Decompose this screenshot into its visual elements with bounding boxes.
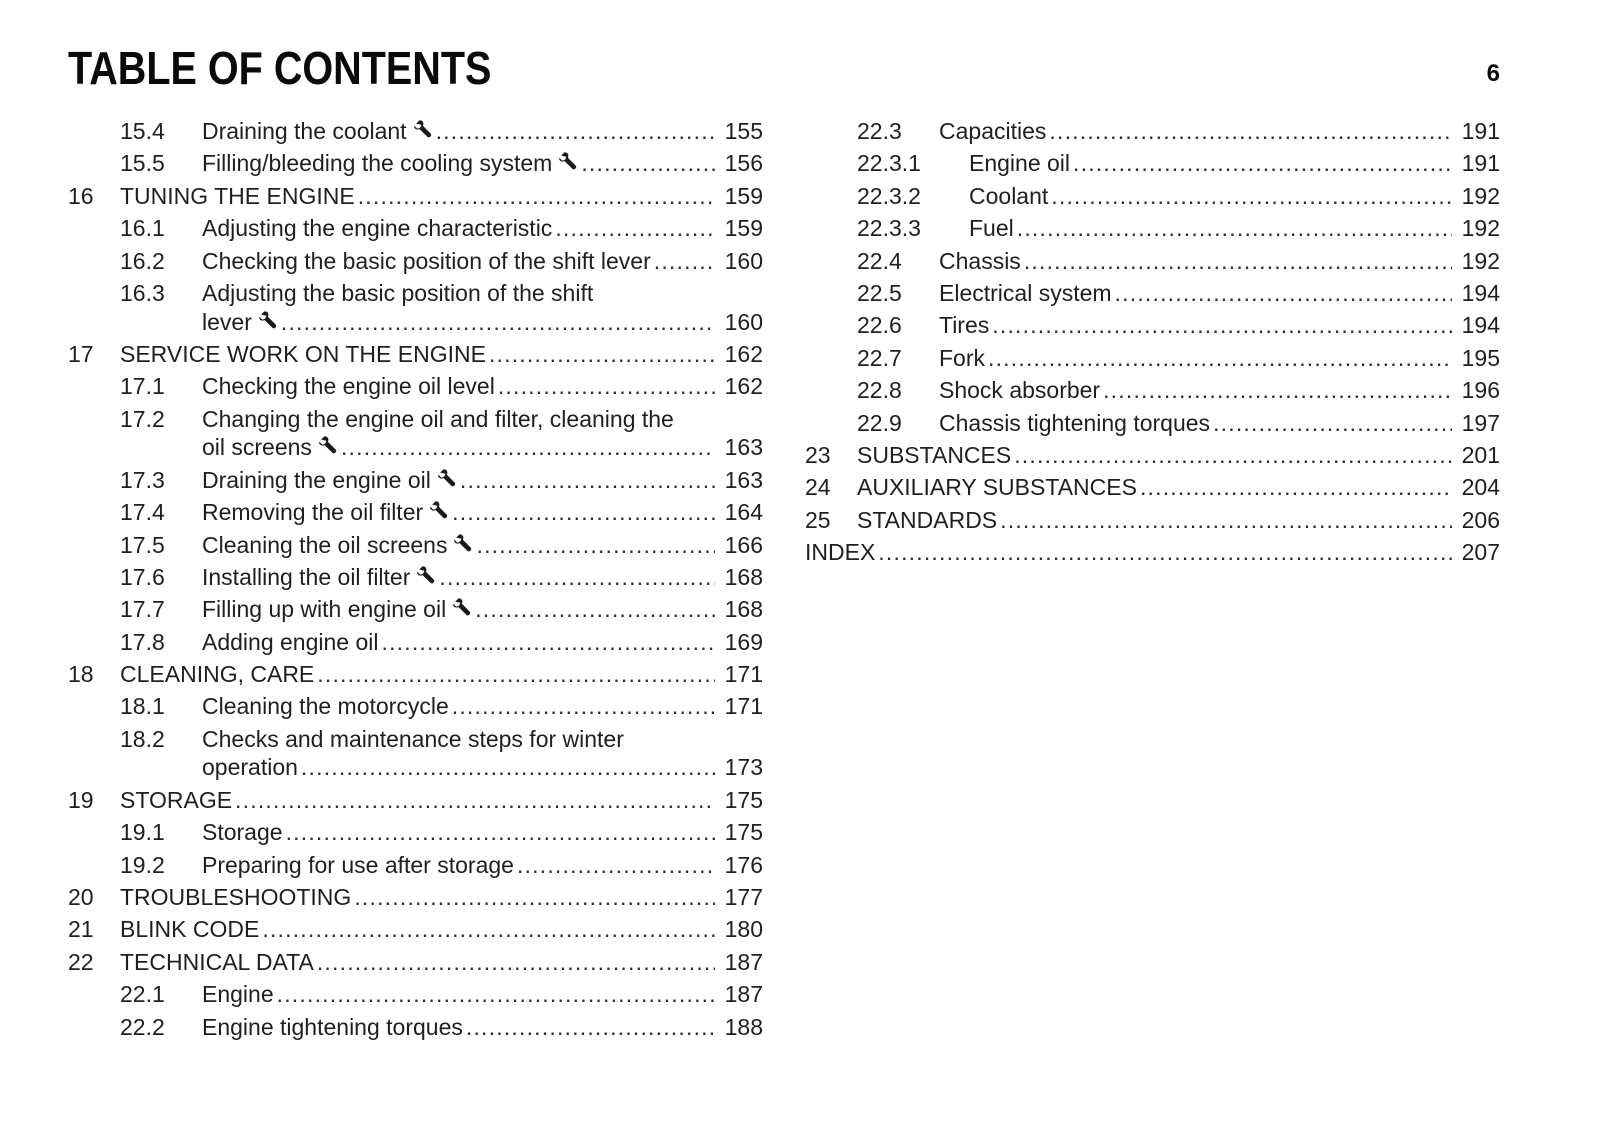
- toc-entry-title[interactable]: SERVICE WORK ON THE ENGINE: [120, 340, 486, 367]
- toc-entry-number: 16.2: [120, 247, 165, 274]
- toc-entry-title[interactable]: Adjusting the basic position of the shift: [202, 279, 594, 306]
- toc-left-column: [68, 115, 763, 1043]
- toc-entry-line: [202, 978, 763, 1010]
- toc-entry-page[interactable]: 188: [724, 1013, 763, 1040]
- toc-entry-title[interactable]: Engine tightening torques: [202, 1013, 463, 1040]
- toc-entry[interactable]: [805, 439, 1500, 471]
- toc-entry-title-block: [939, 342, 1500, 374]
- wrench-icon: [429, 500, 449, 520]
- toc-entry-title[interactable]: Cleaning the motorcycle: [202, 693, 449, 720]
- toc-entry-number: 16.3: [120, 279, 165, 306]
- toc-entry[interactable]: [68, 370, 763, 402]
- toc-entry-title-block: [202, 690, 763, 722]
- toc-entry[interactable]: [68, 403, 763, 464]
- toc-entry-number: 18: [68, 661, 94, 688]
- toc-entry-number: 18.1: [120, 693, 165, 720]
- toc-entry-title[interactable]: Filling up with engine oil: [202, 596, 447, 623]
- dot-leader: [277, 978, 715, 1010]
- toc-entry-title[interactable]: Checking the engine oil level: [202, 373, 495, 400]
- toc-entry-title-block: [939, 407, 1500, 439]
- toc-entry-title-block: [120, 658, 763, 690]
- toc-entry-title[interactable]: Engine: [202, 981, 274, 1008]
- toc-entry[interactable]: [805, 342, 1500, 374]
- toc-entry-line: [120, 881, 763, 913]
- dot-leader: [1103, 374, 1452, 406]
- toc-entry-title[interactable]: Storage: [202, 819, 283, 846]
- dot-leader: [489, 338, 715, 370]
- toc-entry-title[interactable]: Changing the engine oil and filter, cleaning the: [202, 405, 674, 432]
- toc-entry-page[interactable]: 163: [724, 466, 763, 493]
- toc-entry[interactable]: [68, 245, 763, 277]
- toc-entry-title-block: [202, 403, 763, 464]
- dot-leader: [988, 342, 1452, 374]
- toc-entry[interactable]: [68, 690, 763, 722]
- dot-leader: [878, 536, 1452, 568]
- toc-entry-number: 17.7: [120, 596, 165, 623]
- toc-entry-number: 22.8: [857, 377, 902, 404]
- toc-entry-title[interactable]: Engine oil: [969, 150, 1071, 177]
- dot-leader: [235, 784, 715, 816]
- toc-entry-page[interactable]: 192: [1461, 182, 1500, 209]
- toc-entry-page[interactable]: 191: [1461, 150, 1500, 177]
- toc-entry-title-block: [202, 978, 763, 1010]
- toc-entry-title-block: [939, 277, 1500, 309]
- toc-entry-title-block: [202, 1011, 763, 1043]
- toc-entry[interactable]: [68, 946, 763, 978]
- page-title: TABLE OF CONTENTS: [68, 42, 492, 94]
- dot-leader: [466, 1011, 715, 1043]
- toc-entry-number: 17.8: [120, 628, 165, 655]
- toc-entry-page[interactable]: 155: [724, 118, 763, 144]
- toc-entry[interactable]: [68, 978, 763, 1010]
- toc-entry-line: [202, 306, 763, 338]
- toc-entry-number: 22.3.1: [857, 150, 921, 177]
- toc-entry-title[interactable]: STORAGE: [120, 786, 233, 813]
- toc-entry[interactable]: [68, 464, 763, 496]
- toc-entry[interactable]: [68, 180, 763, 212]
- toc-entry-page[interactable]: 162: [724, 373, 763, 400]
- toc-entry-title[interactable]: Chassis: [939, 247, 1021, 274]
- toc-entry-title[interactable]: SUBSTANCES: [857, 441, 1012, 468]
- toc-entry-title-block: [120, 338, 763, 370]
- dot-leader: [992, 309, 1452, 341]
- toc-entry[interactable]: [68, 115, 763, 147]
- toc-entry-page[interactable]: 168: [724, 563, 763, 590]
- toc-entry-line: [202, 147, 763, 179]
- toc-entry-number: 22.3: [857, 118, 902, 144]
- dot-leader: [301, 751, 715, 783]
- toc-entry-title-block: [805, 536, 1500, 568]
- toc-entry-title-block: [939, 309, 1500, 341]
- toc-entry-title[interactable]: Tires: [939, 312, 990, 339]
- toc-entry-line: [202, 849, 763, 881]
- dot-leader: [1024, 245, 1452, 277]
- dot-leader: [286, 816, 715, 848]
- toc-entry-line: [939, 245, 1500, 277]
- toc-entry-title[interactable]: Chassis tightening torques: [939, 409, 1211, 436]
- toc-entry-title[interactable]: TUNING THE ENGINE: [120, 182, 355, 209]
- dot-leader: [1049, 115, 1452, 147]
- toc-entry-page[interactable]: 177: [724, 884, 763, 911]
- toc-entry-title-block: [857, 439, 1500, 471]
- toc-entry-number: 19.1: [120, 819, 165, 846]
- toc-entry-line: [202, 431, 763, 463]
- toc-entry-title-block: [202, 464, 763, 496]
- page-number: 6: [1486, 60, 1500, 87]
- toc-entry[interactable]: [805, 504, 1500, 536]
- dot-leader: [498, 370, 715, 402]
- toc-entry-page[interactable]: 204: [1461, 474, 1500, 501]
- wrench-icon: [258, 310, 278, 330]
- toc-entry-title-block: [969, 212, 1500, 244]
- toc-entry-line: [939, 277, 1500, 309]
- toc-entry-title-block: [202, 849, 763, 881]
- wrench-icon: [437, 468, 457, 488]
- toc-entry[interactable]: [68, 723, 763, 784]
- toc-entry-title[interactable]: Installing the oil filter: [202, 563, 411, 590]
- toc-entry-page[interactable]: 164: [724, 499, 763, 526]
- dot-leader: [475, 593, 715, 625]
- toc-entry-title-block: [202, 496, 763, 528]
- toc-entry-number: 22.1: [120, 981, 165, 1008]
- toc-entry-title[interactable]: INDEX: [805, 539, 876, 566]
- toc-entry-line: [202, 245, 763, 277]
- toc-entry-title-block: [202, 529, 763, 561]
- dot-leader: [654, 245, 715, 277]
- toc-entry-line: [202, 690, 763, 722]
- toc-entry-page[interactable]: 162: [724, 340, 763, 367]
- toc-entry-title[interactable]: AUXILIARY SUBSTANCES: [857, 474, 1137, 501]
- toc-entry-page[interactable]: 180: [724, 916, 763, 943]
- toc-entry-title-continued[interactable]: oil screens: [202, 434, 312, 461]
- toc-entry-number: 22.3.3: [857, 215, 921, 242]
- toc-entry-title[interactable]: Removing the oil filter: [202, 499, 424, 526]
- toc-entry-number: 16.1: [120, 215, 165, 242]
- toc-entry-line: [857, 471, 1500, 503]
- toc-entry-line: [939, 374, 1500, 406]
- toc-entry-line: [202, 751, 763, 783]
- wrench-icon: [413, 119, 433, 139]
- dot-leader: [436, 115, 715, 147]
- toc-entry-title-block: [939, 245, 1500, 277]
- toc-entry-title-block: [202, 561, 763, 593]
- toc-entry-line: [120, 946, 763, 978]
- toc-entry-page[interactable]: 207: [1461, 539, 1500, 566]
- toc-entry-page[interactable]: 175: [724, 786, 763, 813]
- toc-entry[interactable]: [68, 1011, 763, 1043]
- toc-entry-page[interactable]: 163: [724, 434, 763, 461]
- toc-entry-line: [202, 277, 763, 306]
- toc-entry-title-block: [120, 946, 763, 978]
- wrench-icon: [318, 435, 338, 455]
- dot-leader: [452, 496, 715, 528]
- toc-entry-page[interactable]: 159: [724, 182, 763, 209]
- toc-entry-page[interactable]: 160: [724, 247, 763, 274]
- toc-entry[interactable]: [68, 147, 763, 179]
- toc-entry-number: 18.2: [120, 725, 165, 752]
- toc-entry-number: 17.4: [120, 499, 165, 526]
- toc-entry-page[interactable]: 171: [724, 661, 763, 688]
- toc-entry-page[interactable]: 175: [724, 819, 763, 846]
- toc-entry[interactable]: [68, 849, 763, 881]
- toc-entry-page[interactable]: 194: [1461, 279, 1500, 306]
- wrench-icon: [558, 151, 578, 171]
- dot-leader: [1073, 147, 1452, 179]
- toc-entry-title-block: [202, 593, 763, 625]
- toc-entry-title[interactable]: Fuel: [969, 215, 1014, 242]
- toc-entry[interactable]: [805, 536, 1500, 568]
- toc-entry[interactable]: [68, 212, 763, 244]
- toc-entry-line: [202, 1011, 763, 1043]
- toc-entry-line: [202, 593, 763, 625]
- toc-entry[interactable]: [805, 407, 1500, 439]
- toc-entry-title[interactable]: Capacities: [939, 118, 1047, 144]
- toc-entry-number: 17.2: [120, 405, 165, 432]
- toc-entry[interactable]: [68, 338, 763, 370]
- dot-leader: [281, 306, 715, 338]
- dot-leader: [317, 946, 715, 978]
- toc-entry-number: 20: [68, 884, 94, 911]
- toc-entry-line: [939, 407, 1500, 439]
- toc-entry-page[interactable]: 197: [1461, 409, 1500, 436]
- dot-leader: [452, 690, 715, 722]
- toc-entry-title-block: [969, 147, 1500, 179]
- toc-entry-title[interactable]: Checking the basic position of the shift lever: [202, 247, 651, 274]
- toc-entry-title[interactable]: CLEANING, CARE: [120, 661, 315, 688]
- toc-entry-line: [202, 626, 763, 658]
- toc-entry-number: 15.5: [120, 150, 165, 177]
- toc-entry-number: 22.9: [857, 409, 902, 436]
- toc-entry-number: 16: [68, 182, 94, 209]
- toc-entry-number: 19.2: [120, 851, 165, 878]
- toc-entry-number: 15.4: [120, 118, 165, 144]
- toc-entry-title-block: [202, 212, 763, 244]
- toc-entry-title[interactable]: Adding engine oil: [202, 628, 379, 655]
- toc-entry-line: [120, 784, 763, 816]
- toc-entry-page[interactable]: 192: [1461, 247, 1500, 274]
- toc-entry[interactable]: [68, 881, 763, 913]
- toc-entry-line: [202, 723, 763, 752]
- toc-entry-number: 24: [805, 474, 831, 501]
- toc-entry[interactable]: [805, 180, 1500, 212]
- toc-entry-line: [202, 529, 763, 561]
- dot-leader: [1000, 504, 1452, 536]
- toc-entry-page[interactable]: 169: [724, 628, 763, 655]
- toc-entry[interactable]: [68, 529, 763, 561]
- dot-leader: [1014, 439, 1452, 471]
- toc-entry-number: 22.7: [857, 344, 902, 371]
- toc-entry-line: [939, 309, 1500, 341]
- toc-entry-page[interactable]: 187: [724, 948, 763, 975]
- dot-leader: [460, 464, 715, 496]
- toc-entry-line: [202, 561, 763, 593]
- toc-entry-number: 22.3.2: [857, 182, 921, 209]
- dot-leader: [262, 913, 715, 945]
- toc-entry-line: [120, 338, 763, 370]
- toc-entry[interactable]: [68, 658, 763, 690]
- toc-entry-title-block: [202, 277, 763, 338]
- toc-entry-number: 25: [805, 506, 831, 533]
- toc-entry-line: [202, 370, 763, 402]
- toc-entry-page[interactable]: 196: [1461, 377, 1500, 404]
- toc-entry-number: 22.5: [857, 279, 902, 306]
- dot-leader: [1213, 407, 1452, 439]
- toc-entry-title[interactable]: Electrical system: [939, 279, 1112, 306]
- toc-entry-page[interactable]: 160: [724, 308, 763, 335]
- toc-entry-line: [120, 658, 763, 690]
- toc-entry-line: [939, 342, 1500, 374]
- toc-entry-page[interactable]: 195: [1461, 344, 1500, 371]
- toc-entry-page[interactable]: 168: [724, 596, 763, 623]
- toc-entry-page[interactable]: 173: [724, 754, 763, 781]
- toc-entry-number: 22.2: [120, 1013, 165, 1040]
- toc-entry[interactable]: [805, 245, 1500, 277]
- toc-entry-title-block: [969, 180, 1500, 212]
- dot-leader: [317, 658, 715, 690]
- toc-entry-title[interactable]: Filling/bleeding the cooling system: [202, 150, 553, 177]
- toc-entry[interactable]: [68, 816, 763, 848]
- dot-leader: [581, 147, 715, 179]
- toc-entry-line: [120, 913, 763, 945]
- toc-entry-title-block: [202, 245, 763, 277]
- toc-entry-title-block: [202, 147, 763, 179]
- toc-entry-line: [202, 816, 763, 848]
- toc-entry-title-block: [857, 504, 1500, 536]
- toc-entry-title-block: [202, 626, 763, 658]
- toc-entry-title-block: [120, 784, 763, 816]
- wrench-icon: [416, 565, 436, 585]
- toc-entry-line: [202, 496, 763, 528]
- toc-entry-title[interactable]: TECHNICAL DATA: [120, 948, 314, 975]
- toc-entry-title[interactable]: Adjusting the engine characteristic: [202, 215, 553, 242]
- toc-entry-line: [120, 180, 763, 212]
- toc-entry-title[interactable]: Checks and maintenance steps for winter: [202, 725, 624, 752]
- toc-entry-line: [857, 504, 1500, 536]
- toc-entry[interactable]: [805, 147, 1500, 179]
- toc-entry-line: [969, 212, 1500, 244]
- toc-entry-page[interactable]: 194: [1461, 312, 1500, 339]
- toc-entry[interactable]: [68, 784, 763, 816]
- toc-entry-title-continued[interactable]: lever: [202, 308, 252, 335]
- toc-entry-line: [857, 439, 1500, 471]
- toc-entry-page[interactable]: 171: [724, 693, 763, 720]
- toc-entry-line: [202, 115, 763, 147]
- toc-entry-number: 19: [68, 786, 94, 813]
- toc-entry-title[interactable]: Coolant: [969, 182, 1049, 209]
- toc-entry-title[interactable]: Draining the coolant: [202, 118, 407, 144]
- dot-leader: [354, 881, 715, 913]
- dot-leader: [1140, 471, 1452, 503]
- toc-entry[interactable]: [68, 496, 763, 528]
- toc-entry-title[interactable]: STANDARDS: [857, 506, 998, 533]
- toc-entry-line: [202, 464, 763, 496]
- toc-entry-line: [805, 536, 1500, 568]
- toc-entry-page[interactable]: 191: [1461, 118, 1500, 144]
- dot-leader: [381, 626, 715, 658]
- dot-leader: [439, 561, 715, 593]
- toc-entry-title-block: [202, 816, 763, 848]
- toc-entry-number: 17.1: [120, 373, 165, 400]
- dot-leader: [517, 849, 715, 881]
- toc-entry-title[interactable]: Fork: [939, 344, 985, 371]
- dot-leader: [1115, 277, 1452, 309]
- toc-entry-title-block: [202, 370, 763, 402]
- toc-entry-title[interactable]: Draining the engine oil: [202, 466, 431, 493]
- toc-entry-title[interactable]: BLINK CODE: [120, 916, 260, 943]
- toc-entry-title[interactable]: Preparing for use after storage: [202, 851, 514, 878]
- toc-entry-page[interactable]: 159: [724, 215, 763, 242]
- toc-entry-title-block: [120, 881, 763, 913]
- toc-entry-title-block: [202, 115, 763, 147]
- toc-entry-page[interactable]: 187: [724, 981, 763, 1008]
- toc-entry[interactable]: [805, 471, 1500, 503]
- toc-entry-line: [939, 115, 1500, 147]
- dot-leader: [476, 529, 715, 561]
- toc-entry-title-block: [202, 723, 763, 784]
- toc-entry[interactable]: [805, 374, 1500, 406]
- wrench-icon: [452, 597, 472, 617]
- toc-entry-title[interactable]: Cleaning the oil screens: [202, 531, 448, 558]
- toc-entry-title-continued[interactable]: operation: [202, 754, 298, 781]
- toc-entry-number: 17.3: [120, 466, 165, 493]
- toc-entry-number: 22.4: [857, 247, 902, 274]
- toc-entry-title-block: [939, 374, 1500, 406]
- wrench-icon: [453, 533, 473, 553]
- toc-entry-page[interactable]: 176: [724, 851, 763, 878]
- toc-entry-line: [202, 403, 763, 432]
- toc-entry-title-block: [939, 115, 1500, 147]
- toc-entry-number: 17.5: [120, 531, 165, 558]
- toc-entry-line: [202, 212, 763, 244]
- toc-entry[interactable]: [805, 277, 1500, 309]
- toc-entry-title-block: [120, 913, 763, 945]
- toc-entry-title[interactable]: Shock absorber: [939, 377, 1101, 404]
- toc-entry[interactable]: [68, 913, 763, 945]
- toc-entry-number: 23: [805, 441, 831, 468]
- toc-entry[interactable]: [805, 212, 1500, 244]
- toc-entry-page[interactable]: 206: [1461, 506, 1500, 533]
- toc-entry[interactable]: [68, 277, 763, 338]
- dot-leader: [358, 180, 715, 212]
- toc-entry-title-block: [857, 471, 1500, 503]
- toc-entry-page[interactable]: 166: [724, 531, 763, 558]
- dot-leader: [555, 212, 715, 244]
- toc-entry-page[interactable]: 201: [1461, 441, 1500, 468]
- dot-leader: [1017, 212, 1452, 244]
- toc-entry[interactable]: [805, 309, 1500, 341]
- toc-entry-title-block: [120, 180, 763, 212]
- toc-entry-number: 22: [68, 948, 94, 975]
- toc-entry[interactable]: [68, 593, 763, 625]
- toc-entry-page[interactable]: 156: [724, 150, 763, 177]
- toc-entry-line: [969, 147, 1500, 179]
- toc-entry-title[interactable]: TROUBLESHOOTING: [120, 884, 352, 911]
- toc-entry-number: 22.6: [857, 312, 902, 339]
- toc-entry-page[interactable]: 192: [1461, 215, 1500, 242]
- toc-entry[interactable]: [805, 115, 1500, 147]
- toc-entry-number: 21: [68, 916, 94, 943]
- toc-right-column: [805, 115, 1500, 568]
- dot-leader: [1051, 180, 1452, 212]
- toc-entry[interactable]: [68, 561, 763, 593]
- toc-entry-number: 17.6: [120, 563, 165, 590]
- toc-entry-number: 17: [68, 340, 94, 367]
- toc-entry[interactable]: [68, 626, 763, 658]
- toc-entry-line: [969, 180, 1500, 212]
- dot-leader: [341, 431, 715, 463]
